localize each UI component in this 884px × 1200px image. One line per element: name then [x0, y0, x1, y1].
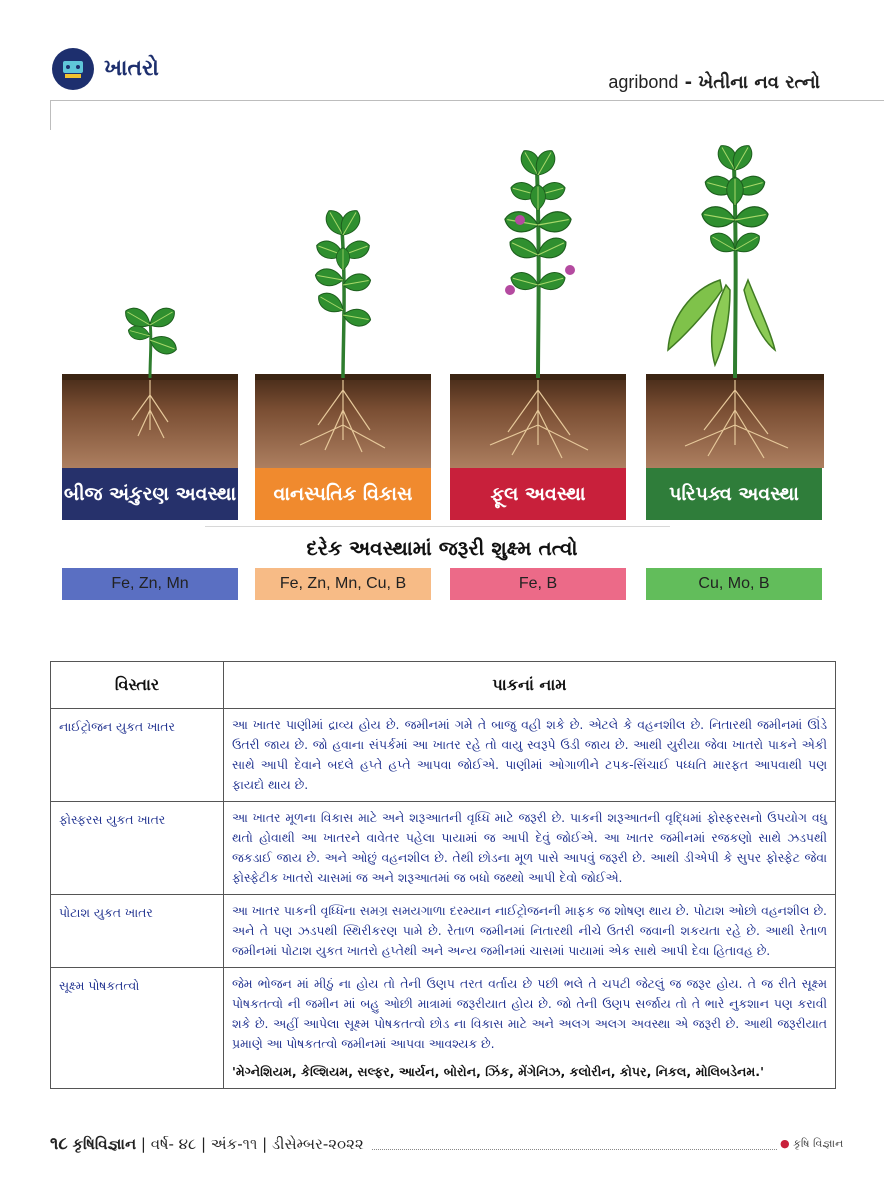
row-name: પોટાશ યુકત ખાતર	[51, 895, 224, 968]
row-name: ફોસ્ફરસ યુકત ખાતર	[51, 802, 224, 895]
footer-logo-icon: ●	[780, 1137, 790, 1150]
header-divider-vertical	[50, 100, 51, 130]
row-text: જેમ ભોજન માં મીઠું ના હોય તો તેની ઉણપ તરત વર્તાય છે પછી ભલે તે ચપટી જેટલું જ જરૂર હોય. તે જ રીતે સૂક્ષ્મ પોષકતત્વો ની જમીન માં બહુ ઓછી માત્રામાં જરૂરીયાત હોય છે. જો તેની ઉણપ સર્જાય તો તે ભારે નુકશાન પણ કરાવી શકે છે. અહીં આપેલા સૂક્ષ્મ પોષકતત્વો છોડ ના વિકાસ માટે અને અલગ અલગ અવસ્થા એ જરૂરી છે. આથી જરૂરીયાત પ્રમાણે આ પોષકતત્વો જમીનમાં આપવા આવશ્યક છે.	[232, 976, 827, 1051]
footer-dotted-line	[372, 1149, 777, 1150]
header-divider	[50, 100, 884, 101]
issue-info: | વર્ષ- ૪૮ | અંક-૧૧ | ડીસેમ્બર-૨૦૨૨	[136, 1135, 364, 1153]
page-number: ૧૮	[50, 1134, 68, 1154]
table-row	[51, 895, 836, 968]
row-cell	[224, 968, 836, 1089]
brand-line	[608, 72, 820, 93]
vegetative-plant	[314, 207, 372, 378]
table-header-row	[51, 662, 836, 709]
row-text: આ ખાતર પાકની વૃધ્ધિના સમગ્ર સમયગાળા દરમ્યાન નાઈટ્રોજનની માફક જ શોષણ થાય છે. પોટાશ ઓછો વહનશીલ છે. અને તે પણ ઝડપથી સ્થિરીકરણ પામે છે. રેતાળ જમીનમાં નિતારથી નીચે ઉતરી જવાની શકયતા રહે છે. આથી રેતાળ જમીનમાં પોટાશ યુકત ખાતરો હપ્તેથી અને અન્ય જમીનમાં ચાસમાં પાયામાં એક સાથે આપી દેવા હિતાવહ છે.	[224, 895, 836, 968]
section-logo-icon	[52, 48, 94, 90]
footer-logo-text: કૃષિ વિજ્ઞાન	[793, 1137, 844, 1150]
stage-divider	[205, 526, 670, 527]
column-header-area: વિસ્તાર	[51, 662, 224, 709]
stage-label-vegetative: વાનસ્પતિક વિકાસ	[255, 468, 431, 520]
nutrient-box-flowering: Fe, B	[450, 568, 626, 600]
footer-logo-mark	[780, 1137, 843, 1151]
stage-label-flowering: ફૂલ અવસ્થા	[450, 468, 626, 520]
plant-growth-illustration	[40, 140, 860, 470]
seedling-plant	[122, 304, 180, 378]
row-text: આ ખાતર મૂળના વિકાસ માટે અને શરૂઆતની વૃધ્ધિ માટે જરૂરી છે. પાકની શરૂઆતની વૃદ્ધિમાં ફોસ્ફરસનો ઉપયોગ વધુ થતો હોવાથી આ ખાતરને વાવેતર પહેલા પાયામાં જ આપી દેવું જોઈએ. આ ખાતર જમીનમાં રજકણો સાથે ઝડપથી જકડાઈ જાય છે. અને ઓછું વહનશીલ છે. તેથી છોડના મૂળ પાસે આપવું જરૂરી છે. આથી ડીએપી કે સુપર ફોસ્ફેટ જેવા ફોસ્ફેટીક ખાતરો ચાસમાં જ અને શરૂઆતમાં જ બધો જથ્થો આપી દેવો જોઈએ.	[224, 802, 836, 895]
row-text: આ ખાતર પાણીમાં દ્રાવ્ય હોય છે. જમીનમાં ગમે તે બાજુ વહી શકે છે. એટલે કે વહનશીલ છે. નિતારથી જમીનમાં ઊંડે ઉતરી જાય છે. જો હવાના સંપર્કમાં આ ખાતર રહે તો વાયુ સ્વરૂપે ઉડી જાય છે. આથી યુરીયા જેવા ખાતરો પાકને એકી સાથે આપી દેવાને બદલે હપ્તે હપ્તે આપવા જોઈએ. પાણીમાં ઓગાળીને ટપક-સિંચાઈ પધ્ધતિ મારફત આપવાથી પણ ફાયદો થાય છે.	[224, 709, 836, 802]
flowering-plant	[503, 147, 575, 378]
mature-plant	[668, 142, 775, 378]
page-footer	[50, 1134, 364, 1154]
fertilizer-table	[50, 661, 836, 1089]
row-name: સૂક્ષ્મ પોષકતત્વો	[51, 968, 224, 1089]
table-row	[51, 968, 836, 1089]
brand-tagline: - ખેતીના નવ રત્નો	[678, 72, 820, 93]
magazine-name: કૃષિવિજ્ઞાન	[72, 1135, 137, 1153]
table-row	[51, 709, 836, 802]
brand-name: agribond	[608, 72, 679, 92]
column-header-crop-name: પાકનાં નામ	[224, 662, 836, 709]
nutrient-box-maturity: Cu, Mo, B	[646, 568, 822, 600]
stage-label-maturity: પરિપક્વ અવસ્થા	[646, 468, 822, 520]
row-name: નાઈટ્રોજન યુકત ખાતર	[51, 709, 224, 802]
nutrient-box-vegetative: Fe, Zn, Mn, Cu, B	[255, 568, 431, 600]
micronutrient-list: 'મેગ્નેશિયમ, કેલ્શિયમ, સલ્ફર, આર્યન, બોરોન, ઝિંક, મેંગેનિઝ, કલોરીન, કોપર, નિકલ, મોલિબડેનમ.'	[232, 1064, 764, 1079]
stage-label-germination: બીજ અંકુરણ અવસ્થા	[62, 468, 238, 520]
nutrients-heading: દરેક અવસ્થામાં જરૂરી શુક્ષ્મ તત્વો	[306, 536, 578, 560]
nutrient-box-germination: Fe, Zn, Mn	[62, 568, 238, 600]
table-row	[51, 802, 836, 895]
section-title: ખાતરો	[104, 56, 159, 81]
